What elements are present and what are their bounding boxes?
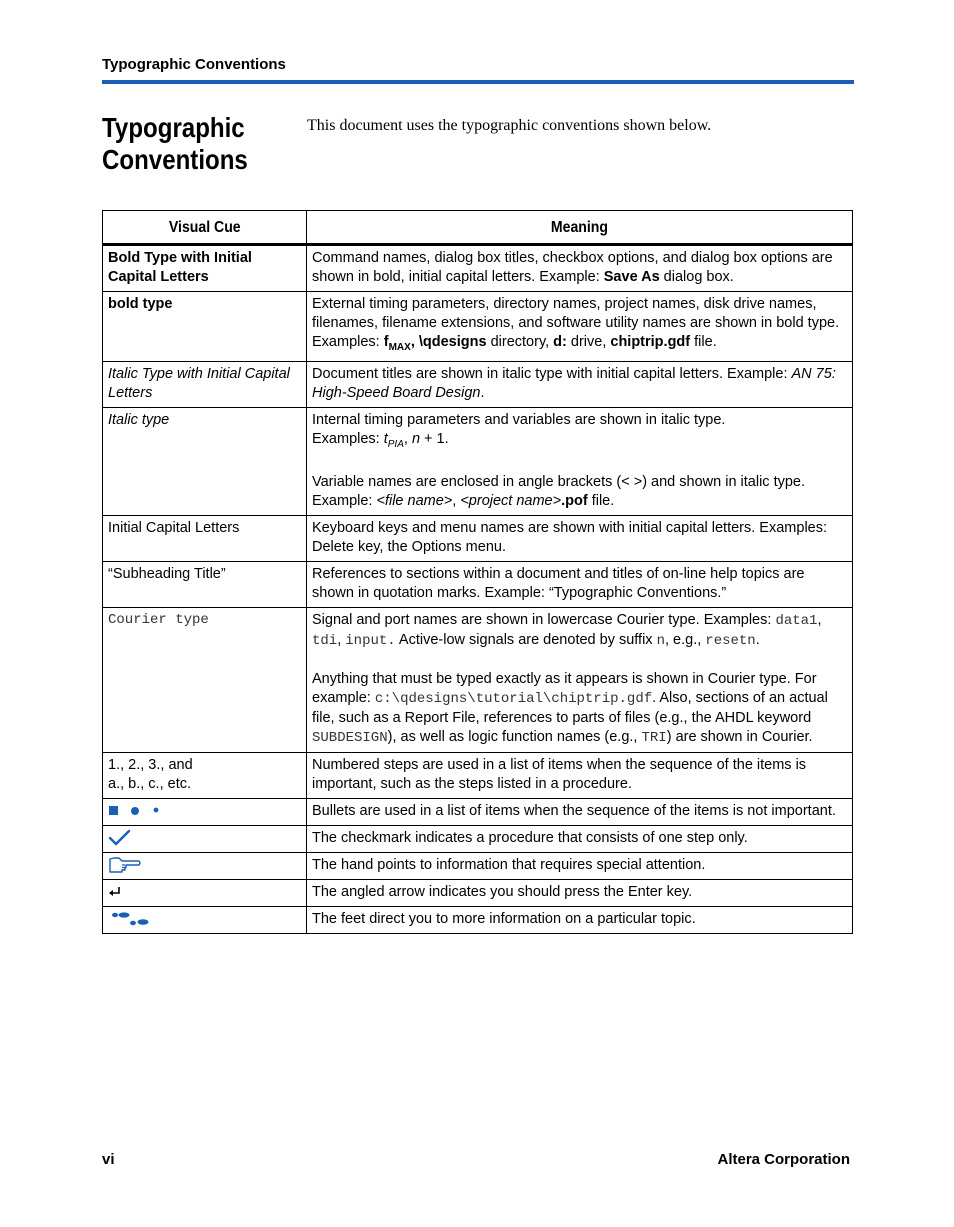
meaning-cell: External timing parameters, directory names, project names, disk drive names, filenames, filename extensions, and software utility names are shown in bold type. Examples: $f_{MAX}$, \qdesigns directory, d: drive, chiptrip.gdf file. [307, 292, 853, 362]
visual-cue-cell [103, 825, 307, 852]
visual-cue-cell [103, 906, 307, 933]
table-row [103, 825, 853, 852]
table-row [103, 245, 853, 292]
table-row [103, 879, 853, 906]
meaning-cell: References to sections within a document and titles of on-line help topics are shown in quotation marks. Example: “Typographic Conventions.” [307, 561, 853, 607]
table-row [103, 361, 853, 407]
meaning-cell: The angled arrow indicates you should press the Enter key. [307, 879, 853, 906]
meaning-cell: Internal timing parameters and variables are shown in italic type. Examples: $t_{PIA}$, n + 1. Variable names are enclosed in angle brackets (< >) and shown in italic type. Example: <file name>, <project name>.pof file. [307, 407, 853, 515]
enter-arrow-icon [108, 885, 122, 899]
visual-cue-cell: 1., 2., 3., and a., b., c., etc. [103, 752, 307, 798]
meaning-cell: Document titles are shown in italic type with initial capital letters. Example: AN 75: High-Speed Board Design. [307, 361, 853, 407]
meaning-cell: The hand points to information that requires special attention. [307, 852, 853, 879]
table-row [103, 852, 853, 879]
page-title-line-1: Typographic [102, 112, 245, 143]
header-rule [102, 80, 854, 84]
visual-cue-cell [103, 852, 307, 879]
meaning-cell: Numbered steps are used in a list of items when the sequence of the items is important, such as the steps listed in a procedure. [307, 752, 853, 798]
meaning-cell: Keyboard keys and menu names are shown with initial capital letters. Examples: Delete key, the Options menu. [307, 515, 853, 561]
conventions-table [102, 210, 853, 934]
visual-cue-cell [103, 798, 307, 825]
table-row [103, 607, 853, 752]
pointing-hand-icon [108, 856, 142, 874]
visual-cue-cell: Italic Type with Initial Capital Letters [103, 361, 307, 407]
table-row [103, 752, 853, 798]
column-header-visual-cue: Visual Cue [103, 211, 307, 245]
visual-cue-cell [103, 879, 307, 906]
bullets-icon [108, 803, 168, 819]
running-head: Typographic Conventions [102, 56, 286, 73]
visual-cue-cell: Courier type [103, 607, 307, 752]
meaning-cell: The checkmark indicates a procedure that consists of one step only. [307, 825, 853, 852]
table-row [103, 906, 853, 933]
column-header-meaning: Meaning [307, 211, 853, 245]
footer-company: Altera Corporation [717, 1151, 850, 1168]
page-number: vi [102, 1151, 115, 1168]
table-header-row [103, 211, 853, 245]
meaning-cell: Command names, dialog box titles, checkbox options, and dialog box options are shown in bold, initial capital letters. Example: Save As dialog box. [307, 245, 853, 292]
visual-cue-cell: Italic type [103, 407, 307, 515]
meaning-cell: The feet direct you to more information on a particular topic. [307, 906, 853, 933]
intro-text: This document uses the typographic conventions shown below. [307, 117, 712, 134]
visual-cue-cell: Initial Capital Letters [103, 515, 307, 561]
table-row [103, 798, 853, 825]
checkmark-icon [108, 829, 132, 847]
table-row [103, 561, 853, 607]
table-row [103, 407, 853, 515]
visual-cue-cell: bold type [103, 292, 307, 362]
page-title-line-2: Conventions [102, 144, 248, 175]
meaning-cell: Signal and port names are shown in lowercase Courier type. Examples: data1, tdi, input. Active-low signals are denoted by suffix n, e.g., resetn. Anything that must be typed exactly as it appears is shown in Courier type. For example: c:\qdesigns\tutorial\chiptrip.gdf. Also, sections of an actual file, such as a Report File, references to parts of files (e.g., the AHDL keyword SUBDESIGN), as well as logic function names (e.g., TRI) are shown in Courier. [307, 607, 853, 752]
table-row [103, 292, 853, 362]
visual-cue-cell: Bold Type with Initial Capital Letters [103, 245, 307, 292]
visual-cue-cell: “Subheading Title” [103, 561, 307, 607]
page-title [102, 112, 257, 176]
footprints-icon [108, 910, 152, 928]
table-row [103, 515, 853, 561]
meaning-cell: Bullets are used in a list of items when the sequence of the items is not important. [307, 798, 853, 825]
